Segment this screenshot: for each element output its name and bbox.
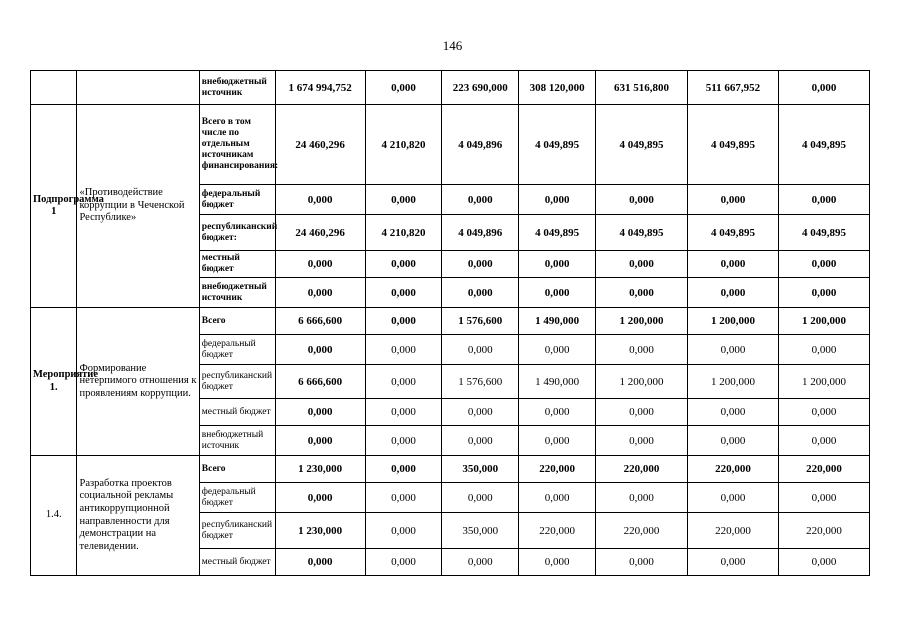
funding-source: республиканский бюджет:: [199, 215, 275, 251]
amount-cell: 1 200,000: [778, 308, 869, 335]
amount-cell: 220,000: [595, 456, 687, 483]
amount-cell: 0,000: [595, 185, 687, 215]
amount-cell: 0,000: [365, 426, 442, 456]
funding-source: республиканский бюджет: [199, 365, 275, 399]
amount-cell: 0,000: [275, 185, 365, 215]
section-code: 1.4.: [31, 456, 77, 576]
funding-source: Всего в том числе по отдельным источникам финансирования:: [199, 105, 275, 185]
funding-source: внебюджетный источник: [199, 71, 275, 105]
amount-cell: 6 666,600: [275, 365, 365, 399]
amount-cell: 223 690,000: [442, 71, 519, 105]
amount-cell: 0,000: [275, 549, 365, 576]
funding-source: федеральный бюджет: [199, 335, 275, 365]
amount-cell: 0,000: [275, 335, 365, 365]
amount-cell: 0,000: [595, 426, 687, 456]
section-name: Формирование нетерпимого отношения к проявлениям коррупции.: [77, 308, 199, 456]
funding-source: федеральный бюджет: [199, 483, 275, 513]
amount-cell: 0,000: [595, 483, 687, 513]
amount-cell: 0,000: [519, 399, 596, 426]
amount-cell: 308 120,000: [519, 71, 596, 105]
amount-cell: 0,000: [519, 426, 596, 456]
amount-cell: 0,000: [778, 549, 869, 576]
budget-table: [30, 70, 870, 576]
amount-cell: 0,000: [275, 399, 365, 426]
amount-cell: 0,000: [778, 483, 869, 513]
amount-cell: 1 200,000: [778, 365, 869, 399]
amount-cell: 4 049,895: [595, 105, 687, 185]
amount-cell: 1 490,000: [519, 365, 596, 399]
amount-cell: 0,000: [275, 426, 365, 456]
amount-cell: 1 200,000: [595, 365, 687, 399]
amount-cell: 24 460,296: [275, 215, 365, 251]
amount-cell: 0,000: [442, 335, 519, 365]
amount-cell: 0,000: [365, 308, 442, 335]
amount-cell: 4 049,895: [519, 215, 596, 251]
amount-cell: 0,000: [519, 335, 596, 365]
amount-cell: 220,000: [687, 456, 778, 483]
amount-cell: 4 049,895: [778, 215, 869, 251]
funding-source: Всего: [199, 308, 275, 335]
amount-cell: 4 210,820: [365, 105, 442, 185]
amount-cell: 350,000: [442, 513, 519, 549]
section-name: «Противодействие коррупции в Чеченской Республике»: [77, 105, 199, 308]
funding-source: местный бюджет: [199, 399, 275, 426]
amount-cell: 0,000: [442, 278, 519, 308]
amount-cell: 0,000: [442, 483, 519, 513]
funding-source: местный бюджет: [199, 251, 275, 278]
amount-cell: 1 230,000: [275, 513, 365, 549]
section-code: Подпрограмма 1: [31, 105, 77, 308]
amount-cell: 220,000: [778, 456, 869, 483]
amount-cell: 0,000: [595, 399, 687, 426]
amount-cell: 0,000: [687, 278, 778, 308]
amount-cell: 220,000: [519, 513, 596, 549]
amount-cell: 1 490,000: [519, 308, 596, 335]
amount-cell: 0,000: [519, 251, 596, 278]
amount-cell: 0,000: [365, 456, 442, 483]
funding-source: республиканский бюджет: [199, 513, 275, 549]
amount-cell: 0,000: [687, 483, 778, 513]
amount-cell: 0,000: [442, 549, 519, 576]
funding-source: федеральный бюджет: [199, 185, 275, 215]
amount-cell: 0,000: [365, 399, 442, 426]
amount-cell: 0,000: [365, 185, 442, 215]
amount-cell: 0,000: [365, 483, 442, 513]
amount-cell: 0,000: [778, 251, 869, 278]
amount-cell: 631 516,800: [595, 71, 687, 105]
amount-cell: 511 667,952: [687, 71, 778, 105]
amount-cell: 4 049,896: [442, 105, 519, 185]
amount-cell: 0,000: [778, 71, 869, 105]
amount-cell: 0,000: [595, 251, 687, 278]
amount-cell: 1 576,600: [442, 308, 519, 335]
funding-source: местный бюджет: [199, 549, 275, 576]
amount-cell: 220,000: [778, 513, 869, 549]
amount-cell: 0,000: [687, 399, 778, 426]
amount-cell: 4 049,895: [687, 105, 778, 185]
amount-cell: 1 200,000: [687, 308, 778, 335]
amount-cell: 0,000: [519, 278, 596, 308]
section-code: Мероприятие 1.: [31, 308, 77, 456]
table-row: [31, 308, 870, 335]
amount-cell: 0,000: [687, 549, 778, 576]
amount-cell: 0,000: [365, 513, 442, 549]
section-name: Разработка проектов социальной рекламы антикоррупционной направленности для демонстрации на телевидении.: [77, 456, 199, 576]
amount-cell: 0,000: [778, 399, 869, 426]
amount-cell: 4 049,896: [442, 215, 519, 251]
amount-cell: 0,000: [365, 335, 442, 365]
amount-cell: 0,000: [519, 549, 596, 576]
funding-source: Всего: [199, 456, 275, 483]
amount-cell: 220,000: [519, 456, 596, 483]
amount-cell: 1 200,000: [595, 308, 687, 335]
page-number: 146: [442, 38, 463, 53]
amount-cell: 0,000: [275, 278, 365, 308]
amount-cell: 0,000: [595, 335, 687, 365]
amount-cell: 0,000: [275, 483, 365, 513]
funding-source: внебюджетный источник: [199, 426, 275, 456]
amount-cell: 4 049,895: [519, 105, 596, 185]
table-row: [31, 105, 870, 185]
amount-cell: 0,000: [778, 185, 869, 215]
amount-cell: 0,000: [519, 483, 596, 513]
amount-cell: 1 674 994,752: [275, 71, 365, 105]
amount-cell: 0,000: [595, 278, 687, 308]
amount-cell: 0,000: [687, 251, 778, 278]
amount-cell: 0,000: [778, 426, 869, 456]
amount-cell: 0,000: [365, 251, 442, 278]
amount-cell: 0,000: [778, 335, 869, 365]
table-row: [31, 71, 870, 105]
amount-cell: 0,000: [687, 335, 778, 365]
amount-cell: 4 049,895: [595, 215, 687, 251]
amount-cell: 0,000: [442, 251, 519, 278]
amount-cell: 0,000: [778, 278, 869, 308]
amount-cell: 220,000: [687, 513, 778, 549]
amount-cell: 0,000: [365, 278, 442, 308]
amount-cell: 0,000: [275, 251, 365, 278]
table-row: [31, 456, 870, 483]
amount-cell: 0,000: [365, 549, 442, 576]
section-code: [31, 71, 77, 105]
amount-cell: 220,000: [595, 513, 687, 549]
amount-cell: 0,000: [595, 549, 687, 576]
amount-cell: 0,000: [442, 185, 519, 215]
amount-cell: 0,000: [687, 185, 778, 215]
amount-cell: 0,000: [442, 399, 519, 426]
amount-cell: 1 230,000: [275, 456, 365, 483]
amount-cell: 4 049,895: [778, 105, 869, 185]
section-name: [77, 71, 199, 105]
amount-cell: 4 049,895: [687, 215, 778, 251]
amount-cell: 0,000: [687, 426, 778, 456]
amount-cell: 1 576,600: [442, 365, 519, 399]
amount-cell: 4 210,820: [365, 215, 442, 251]
amount-cell: 350,000: [442, 456, 519, 483]
amount-cell: 0,000: [365, 71, 442, 105]
amount-cell: 0,000: [519, 185, 596, 215]
amount-cell: 6 666,600: [275, 308, 365, 335]
amount-cell: 24 460,296: [275, 105, 365, 185]
funding-source: внебюджетный источник: [199, 278, 275, 308]
amount-cell: 1 200,000: [687, 365, 778, 399]
amount-cell: 0,000: [365, 365, 442, 399]
amount-cell: 0,000: [442, 426, 519, 456]
